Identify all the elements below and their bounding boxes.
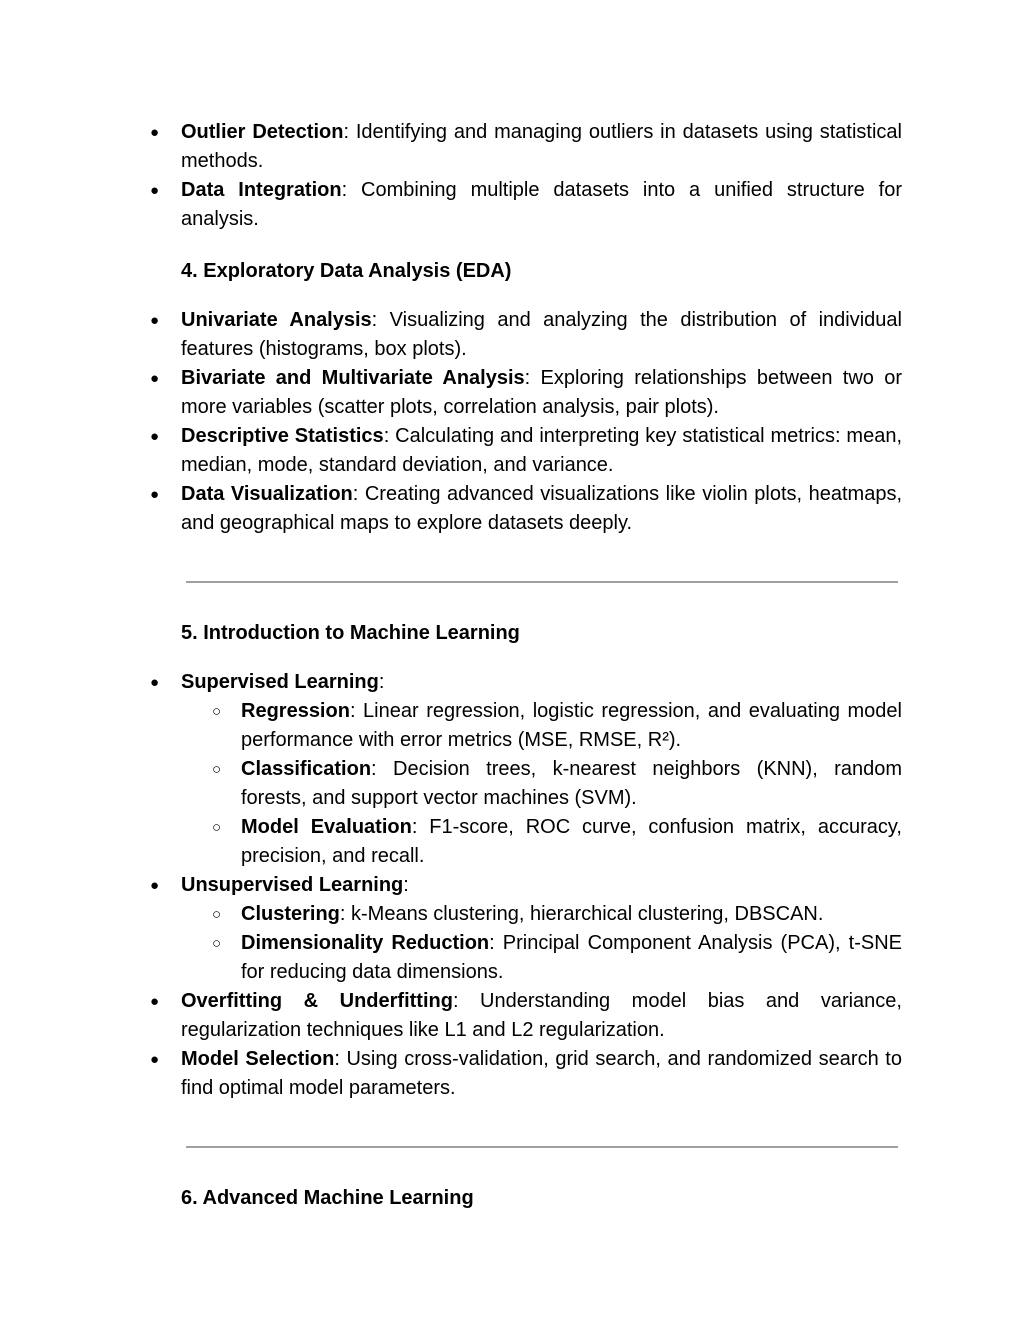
list-item-supervised: [181, 668, 902, 871]
sublist-item: [241, 900, 902, 929]
sublist-item: [241, 929, 902, 987]
item-description: : Exploring relationships between two or more variables (scatter plots, correlation analysis, pair plots).: [181, 367, 902, 418]
list-item-model-selection: [181, 1045, 902, 1103]
item-description: :: [403, 874, 409, 896]
item-description: : Creating advanced visualizations like violin plots, heatmaps, and geographical maps to explore datasets deeply.: [181, 483, 903, 534]
section-5-list: [0, 668, 1024, 1103]
list-item: [181, 118, 902, 176]
list-item: [181, 306, 902, 364]
item-term: Model Evaluation: [241, 816, 412, 838]
item-description: : Understanding model bias and variance, regularization techniques like L1 and L2 regularization.: [181, 990, 902, 1041]
list-item: [181, 422, 902, 480]
document-body: [0, 118, 1024, 1213]
item-term: Model Selection: [181, 1048, 335, 1070]
list-item-unsupervised: [181, 871, 902, 987]
item-term: Univariate Analysis: [181, 309, 372, 331]
section-4-heading: 4. Exploratory Data Analysis (EDA): [181, 260, 512, 282]
item-term: Data Integration: [181, 179, 342, 201]
item-description: :: [378, 671, 385, 693]
item-description: : Visualizing and analyzing the distribution of individual features (histograms, box plots).: [181, 309, 902, 360]
item-description: : Principal Component Analysis (PCA), t-SNE for reducing data dimensions.: [241, 932, 902, 983]
item-description: : Identifying and managing outliers in datasets using statistical methods.: [181, 121, 902, 172]
item-description: : Decision trees, k-nearest neighbors (KNN), random forests, and support vector machines (SVM).: [241, 758, 902, 809]
item-description: : Linear regression, logistic regression, and evaluating model performance with error metrics (MSE, RMSE, R²).: [241, 700, 902, 751]
item-term: Outlier Detection: [181, 121, 344, 143]
item-term: Overfitting & Underfitting: [181, 990, 453, 1012]
item-description: : Calculating and interpreting key statistical metrics: mean, median, mode, standard deviation, and variance.: [181, 425, 902, 476]
item-term: Dimensionality Reduction: [241, 932, 490, 954]
item-description: : k-Means clustering, hierarchical clustering, DBSCAN.: [339, 903, 824, 925]
item-term: Descriptive Statistics: [181, 425, 384, 447]
list-item: [181, 480, 902, 538]
sublist-item: [241, 755, 902, 813]
item-term: Regression: [241, 700, 350, 722]
item-term: Classification: [241, 758, 372, 780]
sublist-item: [241, 697, 902, 755]
supervised-sublist: [181, 697, 902, 871]
sublist-item: [241, 813, 902, 871]
list-item: [181, 364, 902, 422]
section-3-list: [0, 118, 1024, 234]
item-term: Supervised Learning: [181, 671, 379, 693]
unsupervised-sublist: [181, 900, 902, 987]
item-term: Data Visualization: [181, 483, 353, 505]
item-term: Unsupervised Learning: [181, 874, 404, 896]
item-description: : F1-score, ROC curve, confusion matrix, accuracy, precision, and recall.: [241, 816, 902, 867]
item-description: : Combining multiple datasets into a unified structure for analysis.: [181, 179, 902, 230]
section-6-heading: 6. Advanced Machine Learning: [181, 1187, 474, 1209]
section-4-list: [0, 306, 1024, 538]
item-term: Clustering: [241, 903, 340, 925]
item-term: Bivariate and Multivariate Analysis: [181, 367, 525, 389]
item-description: : Using cross-validation, grid search, and randomized search to find optimal model parameters.: [181, 1048, 902, 1099]
section-5-heading: 5. Introduction to Machine Learning: [181, 622, 520, 644]
list-item: [181, 176, 902, 234]
list-item-overfitting: [181, 987, 902, 1045]
